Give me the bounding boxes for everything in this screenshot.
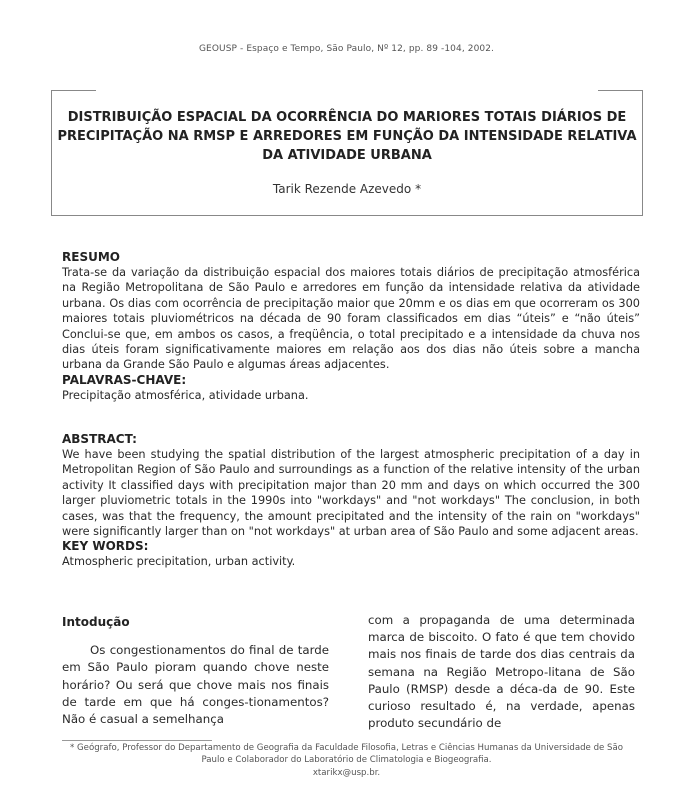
title-box [51, 90, 643, 216]
intro-heading: Intodução [62, 615, 130, 629]
article-author: Tarik Rezende Azevedo * [272, 182, 422, 196]
intro-text-col2: com a propaganda de uma determinada marca de biscoito. O fato é que tem chovido mais nos finais de tarde dos dias centrais da semana na Região Metropo-litana de São Paulo (RMSP) desde a déca-da de 90. Este curioso resultado é, na verdade, apenas produto secundário de [368, 613, 635, 731]
key-words-heading: KEY WORDS: [62, 539, 149, 554]
intro-text-col1: Os congestionamentos do final de tarde em São Paulo pioram quando chove neste horário? Ou será que chove mais nos finais de tarde em que há conges-tionamentos? Não é casual a semelhança [62, 643, 329, 727]
intro-column-right [368, 612, 635, 732]
resumo-text: Trata-se da variação da distribuição espacial dos maiores totais diários de precipitação atmosférica na Região Metropolitana de São Paulo e arredores em função da intensidade relativa da atividade urbana. Os dias com ocorrência de precipitação maior que 20mm e os dias em que ocorreram os 300 maiores totais pluviométricos na década de 90 foram classificados em dias “úteis” e “não úteis” Conclui-se que, em ambos os casos, a freqüência, o total precipitado e a intensidade da chuva nos dias úteis foram significativamente maiores em relação aos dos dias não úteis sobre a mancha urbana da Grande São Paulo e algumas áreas adjacentes. [62, 266, 640, 372]
abstract-section [62, 432, 640, 570]
abstract-heading: ABSTRACT: [62, 432, 137, 446]
key-words-text: Atmospheric precipitation, urban activity. [62, 555, 296, 569]
footnote-line-2: Paulo e Colaborador do Laboratório de Climatologia e Biogeografia. [201, 755, 492, 766]
resumo-section [62, 250, 640, 403]
palavras-chave-text: Precipitação atmosférica, atividade urbana. [62, 388, 309, 402]
footnote-email: xtarikx@usp.br. [312, 767, 381, 778]
abstract-text: We have been studying the spatial distribution of the largest atmospheric precipitation of a day in Metropolitan Region of São Paulo and surroundings as a function of the relative intensity of the urban activity It classified days with precipitation major than 20 mm and days on which occurred the 300 larger pluviometric totals in the 1990s into "workdays" and "not workdays" The conclusion, in both cases, was that the frequency, the amount precipitated and the intensity of the rain on "workdays" were significantly larger than on "not workdays" at urban area of São Paulo and some adjacent areas. [62, 448, 640, 539]
resumo-heading: RESUMO [62, 250, 120, 264]
article-title: DISTRIBUIÇÃO ESPACIAL DA OCORRÊNCIA DO MARIORES TOTAIS DIÁRIOS DE PRECIPITAÇÃO NA RMSP E ARREDORES EM FUNÇÃO DA INTENSIDADE RELATIVA DA ATIVIDADE URBANA [57, 110, 637, 163]
intro-column-left [62, 614, 329, 728]
palavras-chave-heading: PALAVRAS-CHAVE: [62, 372, 187, 387]
footnote-rule [62, 740, 212, 741]
footnote [40, 742, 653, 779]
footnote-line-1: * Geógrafo, Professor do Departamento de Geografia da Faculdade Filosofia, Letras e Ciências Humanas da Universidade de São [69, 743, 624, 753]
running-head: GEOUSP - Espaço e Tempo, São Paulo, Nº 12, pp. 89 -104, 2002. [198, 44, 495, 54]
